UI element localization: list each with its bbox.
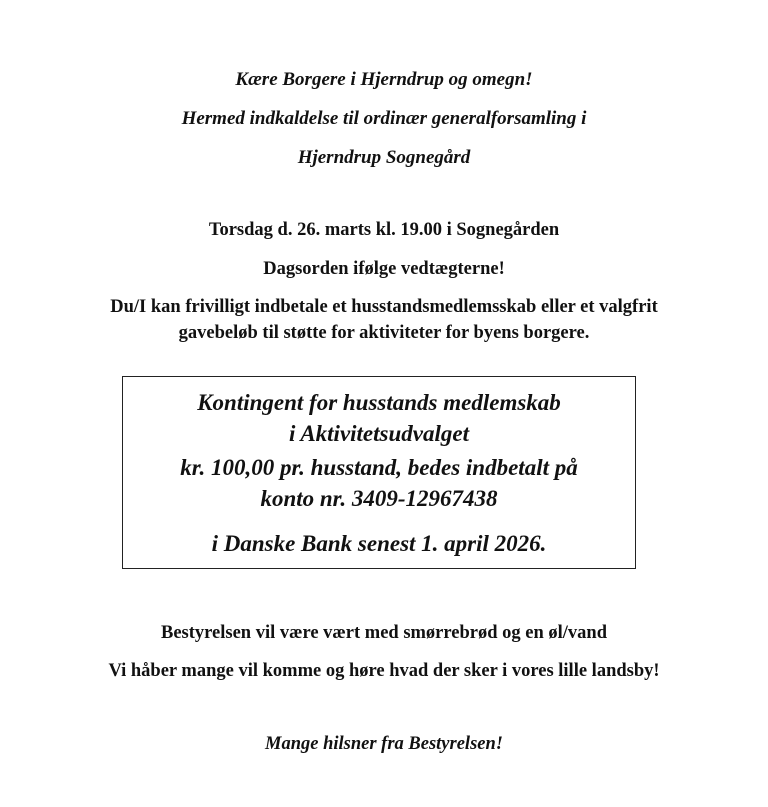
payment-box-amount: kr. 100,00 pr. husstand, bedes indbetalt på [180, 455, 578, 480]
refreshments-line: Bestyrelsen vil være vært med smørrebrød og en øl/vand [160, 623, 607, 643]
payment-info-box [122, 376, 636, 569]
membership-text-line2: gavebeløb til støtte for aktiviteter for byens borgere. [178, 323, 590, 343]
membership-text-line1: Du/I kan frivilligt indbetale et husstandsmedlemsskab eller et valgfrit [110, 297, 658, 317]
payment-box-deadline: i Danske Bank senest 1. april 2026. [211, 531, 547, 556]
payment-box-committee: i Aktivitetsudvalget [289, 421, 469, 446]
payment-box-account: konto nr. 3409-12967438 [260, 486, 498, 511]
payment-box-title: Kontingent for husstands medlemskab [197, 390, 561, 415]
agenda-line: Dagsorden ifølge vedtægterne! [263, 259, 505, 279]
meeting-datetime: Torsdag d. 26. marts kl. 19.00 i Sognegården [208, 220, 560, 240]
invitation-line: Hermed indkaldelse til ordinær generalforsamling i [181, 108, 587, 129]
closing-invitation-line: Vi håber mange vil komme og høre hvad der sker i vores lille landsby! [108, 661, 660, 681]
venue-line: Hjerndrup Sognegård [297, 147, 471, 168]
signoff-line: Mange hilsner fra Bestyrelsen! [265, 734, 503, 754]
greeting-line: Kære Borgere i Hjerndrup og omegn! [235, 69, 533, 90]
